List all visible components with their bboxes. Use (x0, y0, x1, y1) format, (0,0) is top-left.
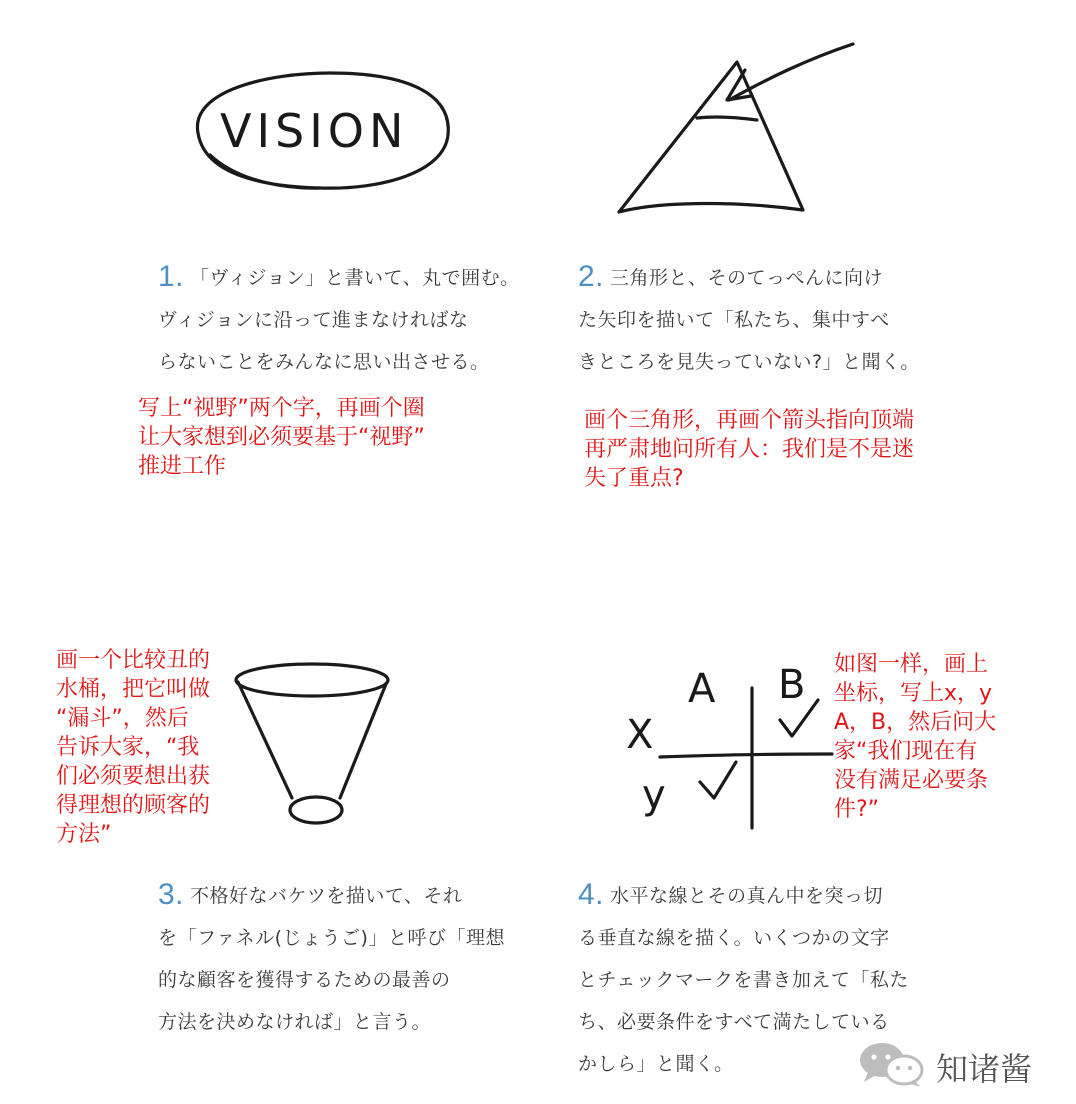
funnel-sketch (232, 660, 397, 835)
panel3-chinese-note (56, 646, 210, 849)
panel3-zh-line: 告诉大家，“我 (56, 735, 200, 760)
panel1-jp-line: ヴィジョンに沿って進まなければな (158, 309, 469, 331)
svg-text:VISION: VISION (220, 104, 409, 158)
panel1-japanese-text (158, 256, 520, 383)
panel1-jp-line: 「ヴィジョン」と書いて、丸で囲む。 (190, 267, 520, 289)
panel4-zh-line: 没有满足必要条 (834, 768, 989, 793)
watermark (858, 1040, 1048, 1090)
panel3-zh-line: “漏斗”，然后 (56, 706, 189, 731)
panel4-zh-line: 件?” (834, 797, 880, 822)
panel4-jp-line: かしら」と聞く。 (578, 1053, 734, 1075)
panel4-zh-line: 坐标，写上x，y (834, 681, 993, 706)
panel4-jp-line: る垂直な線を描く。いくつかの文字 (578, 927, 890, 949)
panel2-zh-line: 画个三角形，再画个箭头指向顶端 (584, 408, 915, 433)
panel3-zh-line: 画一个比较丑的 (56, 648, 211, 673)
panel3-jp-line: 方法を決めなければ」と言う。 (158, 1011, 432, 1033)
svg-text:B: B (778, 662, 806, 708)
panel1-zh-line: 让大家想到必须要基于“视野” (138, 425, 425, 450)
panel4-zh-line: 家“我们现在有 (834, 739, 978, 764)
panel2-number: 2. (578, 260, 605, 293)
axes-sketch (620, 650, 840, 840)
svg-text:X: X (626, 712, 654, 758)
panel1-number: 1. (158, 260, 185, 293)
vision-sketch-text (220, 104, 408, 158)
panel1-zh-line: 写上“视野”两个字，再画个圈 (138, 396, 425, 421)
panel4-number: 4. (578, 878, 605, 911)
sketch-label-a (688, 666, 716, 712)
sketch-label-y (642, 772, 666, 818)
panel4-chinese-note (834, 650, 996, 824)
panel2-chinese-note (584, 406, 914, 493)
panel3-jp-line: を「ファネル(じょうご)」と呼び「理想 (158, 927, 505, 949)
panel1-jp-line: らないことをみんなに思い出させる。 (158, 351, 490, 373)
panel4-jp-line: ち、必要条件をすべて満たしている (578, 1011, 890, 1033)
triangle-arrow-sketch (605, 40, 875, 220)
panel3-zh-line: 得理想的顾客的 (56, 793, 211, 818)
panel4-zh-line: 如图一样，画上 (834, 652, 989, 677)
wechat-icon (858, 1040, 926, 1088)
panel4-jp-line: 水平な線とその真ん中を突っ切 (610, 885, 884, 907)
svg-text:A: A (688, 666, 716, 712)
panel4-zh-line: A，B，然后问大 (834, 710, 997, 735)
panel2-zh-line: 再严肃地问所有人：我们是不是迷 (584, 437, 915, 462)
panel3-jp-line: 的な顧客を獲得するための最善の (158, 969, 451, 991)
watermark-text: 知诸酱 (936, 1050, 1033, 1088)
panel2-jp-line: 三角形と、そのてっぺんに向け (610, 267, 884, 289)
panel3-zh-line: 们必须要想出获 (56, 764, 211, 789)
panel4-jp-line: とチェックマークを書き加えて「私た (578, 969, 909, 991)
panel3-number: 3. (158, 878, 185, 911)
sketch-label-b (778, 662, 805, 708)
panel3-zh-line: 方法” (56, 822, 112, 847)
panel3-japanese-text (158, 874, 505, 1043)
panel2-zh-line: 失了重点? (584, 466, 684, 491)
panel3-jp-line: 不格好なバケツを描いて、それ (190, 885, 463, 907)
panel1-chinese-note (138, 394, 425, 481)
svg-text:y: y (642, 772, 666, 818)
panel2-jp-line: た矢印を描いて「私たち、集中すべ (578, 309, 890, 331)
panel3-zh-line: 水桶，把它叫做 (56, 677, 211, 702)
panel2-japanese-text (578, 256, 920, 383)
panel2-jp-line: きところを見失っていない?」と聞く。 (578, 351, 920, 373)
sketch-label-x (626, 712, 653, 758)
panel1-zh-line: 推进工作 (138, 454, 227, 479)
vision-oval-sketch (180, 55, 470, 205)
